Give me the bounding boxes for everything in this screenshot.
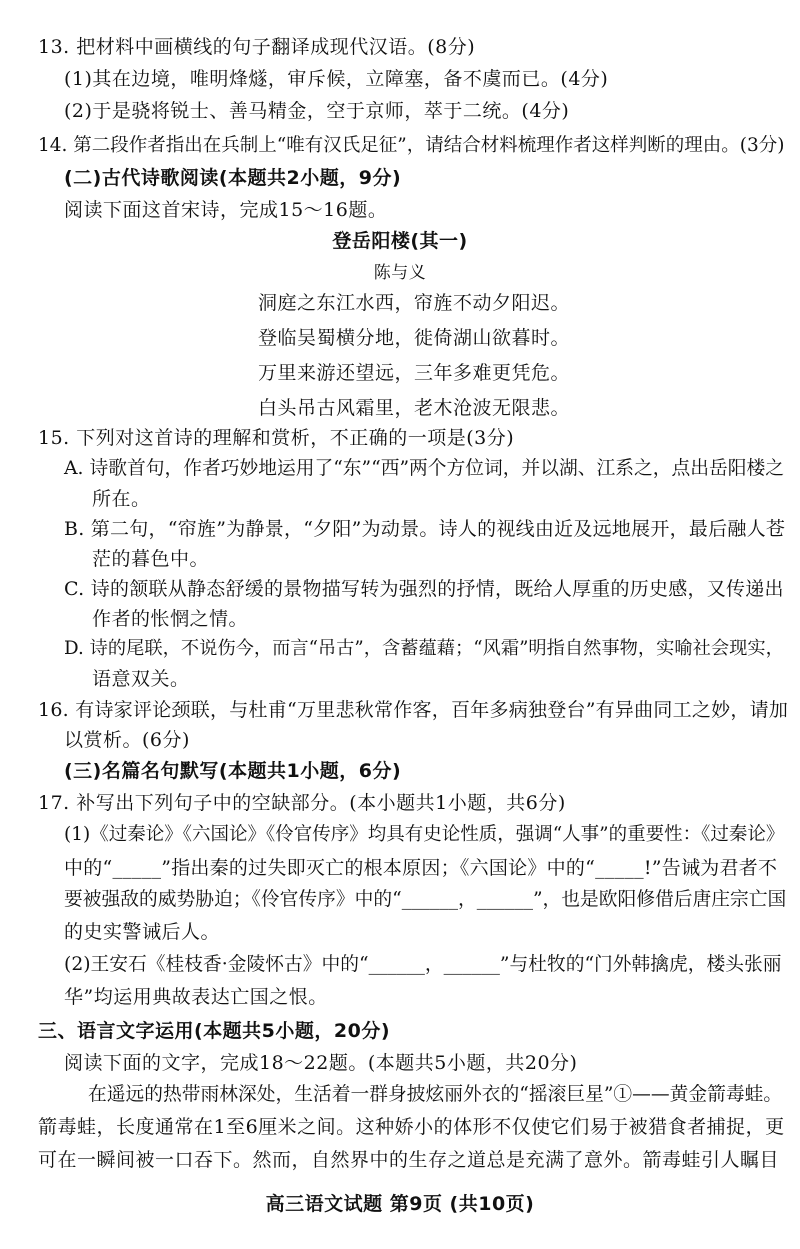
poem-title: 登岳阳楼(其一): [332, 230, 468, 252]
q16-stem-cont: 以赏析。(6分): [64, 729, 190, 751]
q17-part2-end: 华”均运用典故表达亡国之恨。: [64, 986, 328, 1008]
q15-option-a: A. 诗歌首句，作者巧妙地运用了“东”“西”两个方位词，并以湖、江系之，点出岳阳楼之: [64, 458, 785, 479]
passage-line: 可在一瞬间被一口吞下。然而，自然界中的生存之道总是充满了意外。箭毒蛙引人瞩目: [38, 1149, 780, 1171]
q17-part1-cont: 中的“_____”指出秦的过失即灭亡的根本原因；《六国论》中的“_____!”告诫为君者不: [64, 857, 778, 879]
poetry-section-header: (二)古代诗歌阅读(本题共2小题，9分): [64, 167, 402, 189]
q14-stem: 14. 第二段作者指出在兵制上“唯有汉氏足征”，请结合材料梳理作者这样判断的理由。(3分): [38, 135, 785, 156]
poetry-intro: 阅读下面这首宋诗，完成15～16题。: [64, 199, 388, 221]
q15-stem: 15. 下列对这首诗的理解和赏析，不正确的一项是(3分): [38, 427, 515, 449]
passage-line: 在遥远的热带雨林深处，生活着一群身披炫丽外衣的“摇滚巨星”①——黄金箭毒蛙。: [88, 1084, 783, 1105]
q16-stem: 16. 有诗家评论颈联，与杜甫“万里悲秋常作客，百年多病独登台”有异曲同工之妙，请加: [38, 699, 789, 721]
q13-sub2: (2)于是骁将锐士、善马精金，空于京师，萃于二统。(4分): [64, 100, 570, 122]
q17-part1: (1)《过秦论》《六国论》《伶官传序》均具有史论性质，强调“人事”的重要性：《过秦论》: [64, 824, 785, 845]
poem-line: 万里来游还望远，三年多难更凭危。: [258, 362, 571, 384]
q15-option-a-cont: 所在。: [92, 488, 151, 510]
poem-line: 登临吴蜀横分地，徙倚湖山欲暮时。: [258, 327, 571, 349]
q17-stem: 17. 补写出下列句子中的空缺部分。(本小题共1小题，共6分): [38, 792, 566, 814]
q17-part1-cont: 要被强敌的威势胁迫；《伶官传序》中的“______，______”，也是欧阳修借后唐庄宗亡国: [64, 889, 787, 910]
q17-part1-end: 的史实警诫后人。: [64, 921, 221, 943]
q15-option-b-cont: 茫的暮色中。: [92, 548, 210, 570]
q15-option-d: D. 诗的尾联，不说伤今，而言“吊古”，含蓄蕴藉；“风霜”明指自然事物，实喻社会现实，: [64, 638, 784, 659]
poem-line: 洞庭之东江水西，帘旌不动夕阳迟。: [258, 292, 571, 314]
passage-line: 箭毒蛙，长度通常在1至6厘米之间。这种娇小的体形不仅使它们易于被猎食者捕捉，更: [38, 1116, 785, 1138]
q15-option-c-cont: 作者的怅惘之情。: [92, 608, 249, 630]
q15-option-b: B. 第二句，“帘旌”为静景，“夕阳”为动景。诗人的视线由近及远地展开，最后融人苍: [64, 518, 786, 540]
q17-part2: (2)王安石《桂枝香·金陵怀古》中的“______，______”与杜牧的“门外韩擒虎，楼头张丽: [64, 954, 782, 975]
q13-stem: 13. 把材料中画横线的句子翻译成现代汉语。(8分): [38, 36, 476, 58]
q13-sub1: (1)其在边境，唯明烽燧，审斥候，立障塞，备不虞而已。(4分): [64, 68, 609, 90]
poem-line: 白头吊古风霜里，老木沧波无限悲。: [258, 397, 571, 419]
section3-header: 三、语言文字运用(本题共5小题，20分): [38, 1020, 391, 1042]
section3-intro: 阅读下面的文字，完成18～22题。(本题共5小题，共20分): [64, 1052, 578, 1074]
q15-option-d-cont: 语意双关。: [92, 668, 190, 690]
famous-section-header: (三)名篇名句默写(本题共1小题，6分): [64, 760, 402, 782]
poem-author: 陈与义: [373, 263, 427, 283]
q15-option-c: C. 诗的颔联从静态舒缓的景物描写转为强烈的抒情，既给人厚重的历史感，又传递出: [64, 578, 784, 600]
page-footer: 高三语文试题 第9页 (共10页): [265, 1193, 535, 1215]
